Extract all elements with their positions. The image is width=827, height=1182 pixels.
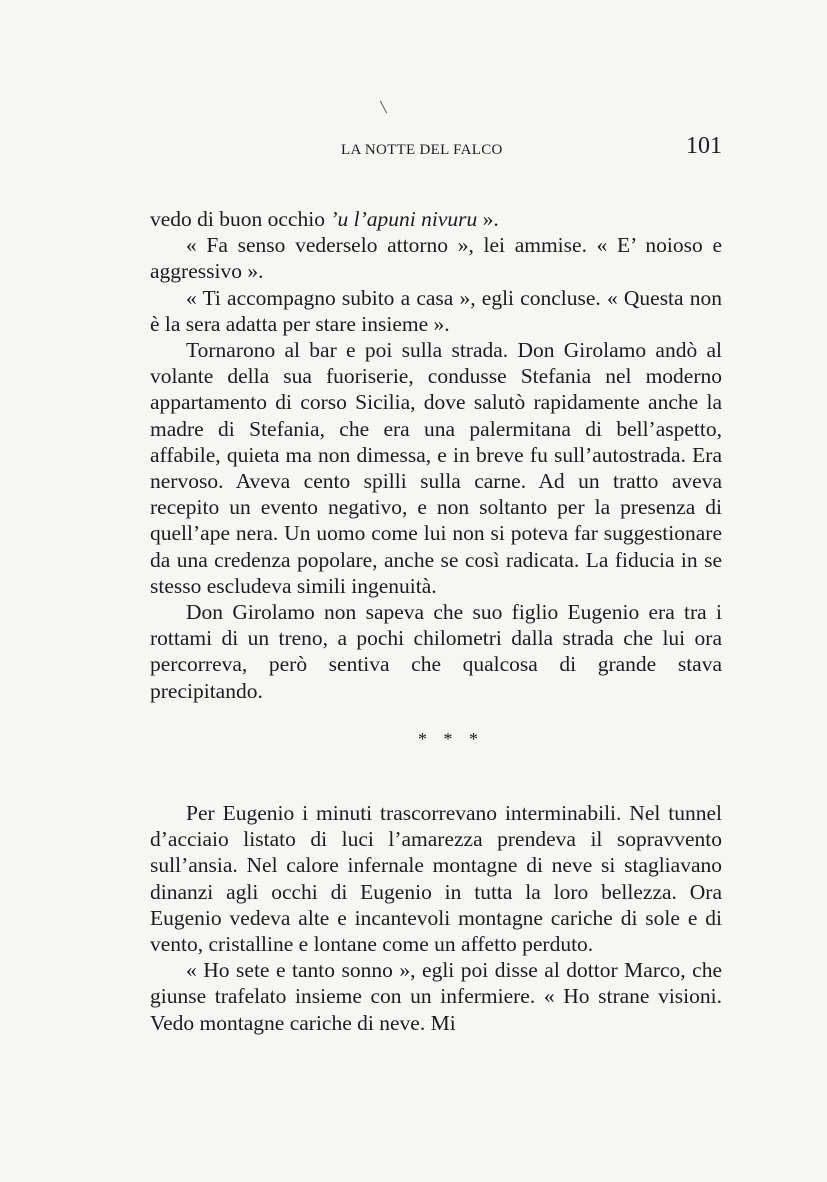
paragraph-1-end: ».: [477, 207, 499, 231]
paragraph-7: « Ho sete e tanto sonno », egli poi disse al dottor Marco, che giunse trafelato insieme con un infermiere. « Ho strane visioni. Vedo montagne cariche di neve. Mi: [150, 958, 722, 1035]
page-header: [150, 133, 722, 163]
paragraph-1: [150, 206, 722, 232]
paragraph-1-start: vedo di buon occhio: [150, 207, 331, 231]
page-number: 101: [686, 133, 722, 159]
paragraph-3: « Ti accompagno subito a casa », egli concluse. « Questa non è la sera adatta per stare insieme ».: [150, 285, 722, 336]
section-separator: * * *: [418, 728, 484, 749]
stray-pen-mark: [380, 101, 387, 114]
running-title: LA NOTTE DEL FALCO: [341, 142, 503, 158]
dialect-phrase: ’u l’apuni nivuru: [330, 207, 478, 231]
paragraph-6: Per Eugenio i minuti trascorrevano interminabili. Nel tunnel d’acciaio listato di luci l’amarezza prendeva il sopravvento sull’ansia. Nel calore infernale montagne di neve si stagliavano dinanzi agli occhi di Eugenio in tutta la loro bellezza. Ora Eugenio vedeva alte e incantevoli montagne cariche di sole e di vento, cristalline e lontane come un affetto perduto.: [150, 801, 722, 957]
paragraph-5: Don Girolamo non sapeva che suo figlio Eugenio era tra i rottami di un treno, a pochi chilometri dalla strada che lui ora percorreva, però sentiva che qualcosa di grande stava precipitando.: [150, 600, 722, 703]
body-text: [150, 206, 722, 1036]
paragraph-4: Tornarono al bar e poi sulla strada. Don Girolamo andò al volante della sua fuoriserie, condusse Stefania nel moderno appartamento di corso Sicilia, dove salutò rapidamente anche la madre di Stefania, che era una palermitana di bell’aspetto, affabile, quieta ma non dimessa, e in breve fu sull’autostrada. Era nervoso. Aveva cento spilli sulla carne. Ad un tratto aveva recepito un evento negativo, e non soltanto per la presenza di quell’ape nera. Un uomo come lui non si poteva far suggestionare da una credenza popolare, anche se così radicata. La fiducia in se stesso escludeva simili ingenuità.: [150, 338, 722, 598]
paragraph-2: « Fa senso vederselo attorno », lei ammise. « E’ noioso e aggressivo ».: [150, 233, 722, 284]
